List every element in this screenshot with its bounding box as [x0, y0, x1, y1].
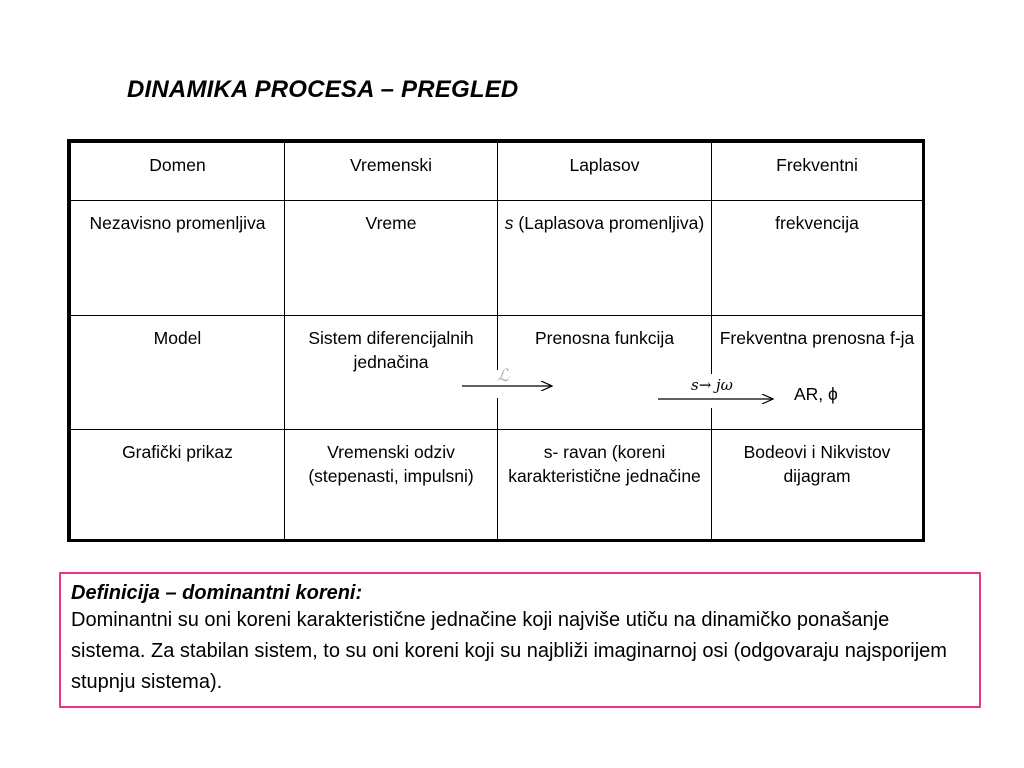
table-header-row — [71, 143, 923, 201]
row-label-cell: Grafički prikaz — [71, 430, 285, 540]
overview-table — [67, 139, 925, 542]
table-cell: Frekventna prenosna f-ja — [712, 316, 923, 430]
table-cell: frekvencija — [712, 201, 923, 316]
table-cell — [498, 201, 712, 316]
row-label-cell: Model — [71, 316, 285, 430]
header-cell-vremenski: Vremenski — [285, 143, 498, 201]
laplace-variable: s — [504, 213, 514, 233]
table-row — [71, 430, 923, 540]
table-cell: Sistem diferencijalnih jednačina — [285, 316, 498, 430]
table-cell: Vremenski odziv (stepenasti, impulsni) — [285, 430, 498, 540]
substitution-label: s→ jω — [691, 376, 733, 394]
arrow-backdrop-frequency — [656, 374, 778, 408]
header-cell-frekventni: Frekventni — [712, 143, 923, 201]
laplace-symbol: ℒ — [497, 366, 510, 386]
table-cell: Prenosna funkcija — [498, 316, 712, 430]
amplitude-phase-label: AR, ϕ — [791, 384, 841, 405]
table-cell: Bodeovi i Nikvistov dijagram — [712, 430, 923, 540]
row-label-cell: Nezavisno promenljiva — [71, 201, 285, 316]
table-row — [71, 201, 923, 316]
header-cell-domen: Domen — [71, 143, 285, 201]
arrow-backdrop-laplace — [458, 370, 553, 398]
definition-box — [59, 572, 981, 708]
definition-title: Definicija – dominantni koreni: — [71, 582, 363, 604]
table-cell: Vreme — [285, 201, 498, 316]
slide-title: DINAMIKA PROCESA – PREGLED — [127, 76, 519, 103]
header-cell-laplasov: Laplasov — [498, 143, 712, 201]
definition-body: Dominantni su oni koreni karakteristične jednačine koji najviše utiču na dinamičko ponašanje sistema. Za stabilan sistem, to su oni koreni koji su najbliži imaginarnoj osi (odgovaraju najsporijem stupnju sistema). — [71, 609, 947, 693]
laplace-variable-desc: (Laplasova promenljiva) — [513, 213, 705, 233]
table-cell: s- ravan (koreni karakteristične jednačine — [498, 430, 712, 540]
